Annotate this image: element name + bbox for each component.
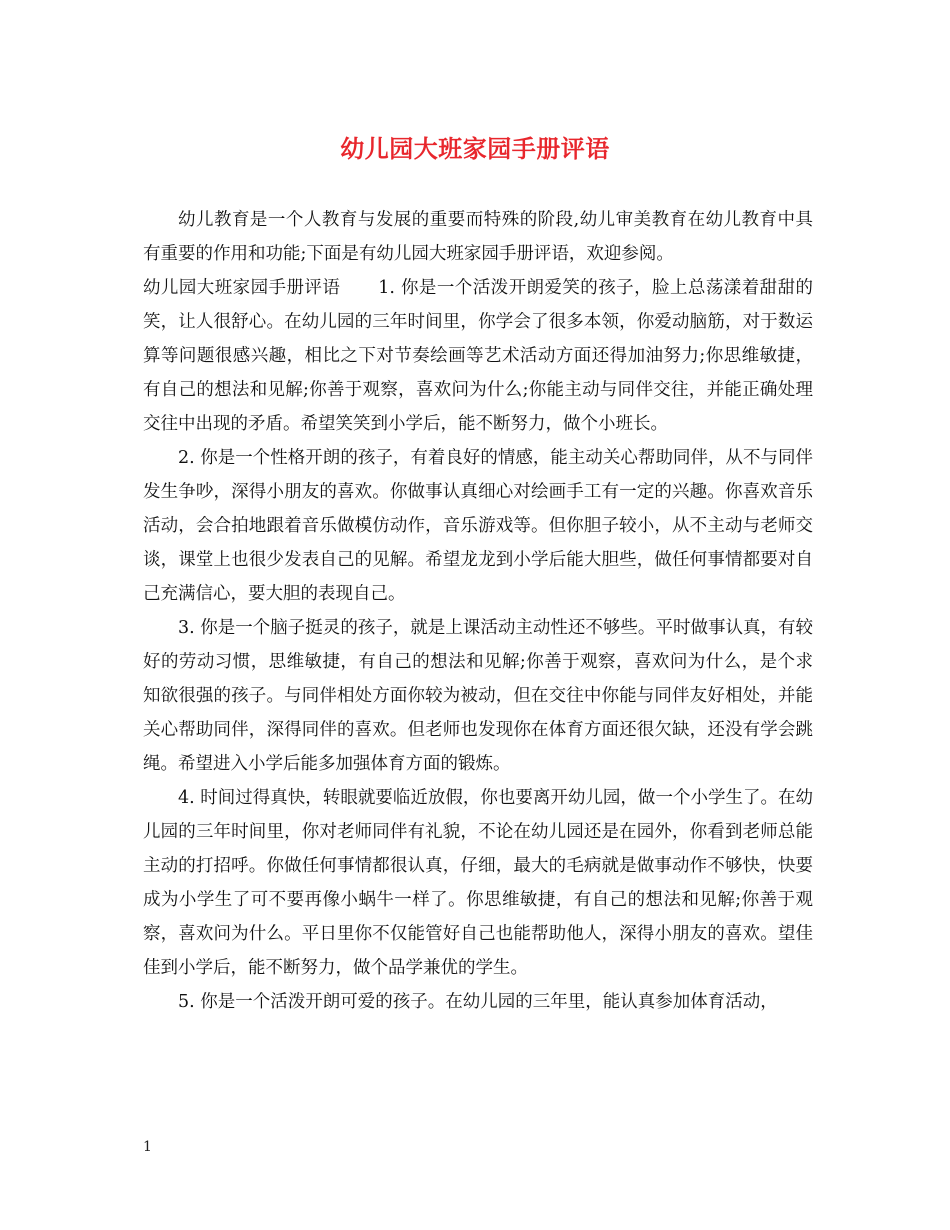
comment-paragraph-1: 1. 你是一个活泼开朗爱笑的孩子，脸上总荡漾着甜甜的笑，让人很舒心。在幼儿园的三年时间里，你学会了很多本领，你爱动脑筋，对于数运算等问题很感兴趣，相比之下对节奏绘画等艺术活动方面还得加油努力;你思维敏捷，有自己的想法和见解;你善于观察，喜欢问为什么;你能主动与同伴交往，并能正确处理交往中出现的矛盾。希望笑笑到小学后，能不断努力，做个小班长。 [143, 278, 814, 434]
comment-paragraph-4: 4. 时间过得真快，转眼就要临近放假，你也要离开幼儿园，做一个小学生了。在幼儿园的三年时间里，你对老师同伴有礼貌，不论在幼儿园还是在园外，你看到老师总能主动的打招呼。你做任何事情都很认真，仔细，最大的毛病就是做事动作不够快，快要成为小学生了可不要再像小蜗牛一样了。你思维敏捷，有自己的想法和见解;你善于观察，喜欢问为什么。平日里你不仅能管好自己也能帮助他人，深得小朋友的喜欢。望佳佳到小学后，能不断努力，做个品学兼优的学生。 [143, 788, 813, 978]
document-body [143, 203, 813, 1019]
comment-paragraph-2: 2. 你是一个性格开朗的孩子，有着良好的情感，能主动关心帮助同伴，从不与同伴发生争吵，深得小朋友的喜欢。你做事认真细心对绘画手工有一定的兴趣。你喜欢音乐活动，会合拍地跟着音乐做模仿动作，音乐游戏等。但你胆子较小，从不主动与老师交谈，课堂上也很少发表自己的见解。希望龙龙到小学后能大胆些，做任何事情都要对自己充满信心，要大胆的表现自己。 [143, 448, 813, 604]
section-heading: 幼儿园大班家园手册评语 [143, 278, 341, 298]
page-number: 1 [143, 1139, 152, 1155]
section-first-paragraph [143, 271, 813, 441]
comment-paragraph-3: 3. 你是一个脑子挺灵的孩子，就是上课活动主动性还不够些。平时做事认真，有较好的劳动习惯，思维敏捷，有自己的想法和见解;你善于观察，喜欢问为什么，是个求知欲很强的孩子。与同伴相处方面你较为被动，但在交往中你能与同伴友好相处，并能关心帮助同伴，深得同伴的喜欢。但老师也发现你在体育方面还很欠缺，还没有学会跳绳。希望进入小学后能多加强体育方面的锻炼。 [143, 618, 813, 774]
intro-paragraph: 幼儿教育是一个人教育与发展的重要而特殊的阶段,幼儿审美教育在幼儿教育中具有重要的作用和功能;下面是有幼儿园大班家园手册评语，欢迎参阅。 [143, 210, 813, 264]
document-title: 幼儿园大班家园手册评语 [340, 134, 610, 163]
comment-paragraph-5: 5. 你是一个活泼开朗可爱的孩子。在幼儿园的三年里，能认真参加体育活动， [178, 992, 778, 1012]
